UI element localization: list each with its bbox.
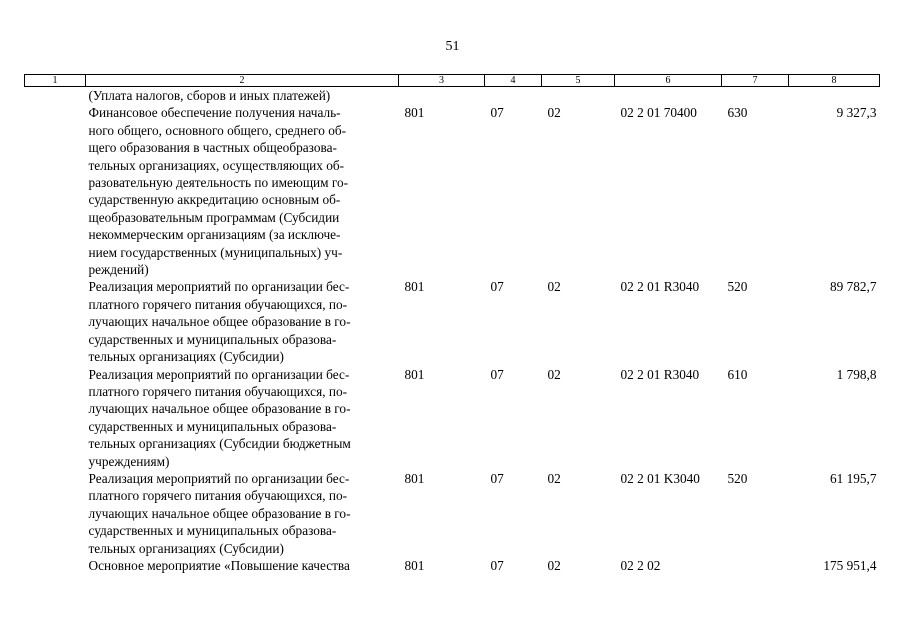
item-name-line: реждений) <box>88 262 149 278</box>
item-name-line: нием государственных (муниципальных) уч- <box>88 244 343 260</box>
item-name-cell <box>86 366 399 470</box>
row-number-cell <box>25 278 86 365</box>
column-number: 5 <box>542 75 615 87</box>
subsection-code-cell: 02 <box>547 470 561 486</box>
item-name-line: ного общего, основного общего, среднего об- <box>88 122 347 138</box>
amount-cell: 175 951,4 <box>823 557 877 573</box>
ministry-code-cell: 801 <box>404 366 425 382</box>
target-article-cell: 02 2 01 70400 <box>620 105 697 121</box>
section-code-cell: 07 <box>490 470 504 486</box>
column-number: 3 <box>399 75 485 87</box>
item-name-line: сударственных и муниципальных образова- <box>88 523 337 539</box>
column-number: 2 <box>86 75 399 87</box>
subsection-code-cell: 02 <box>547 279 561 295</box>
expense-type-cell: 610 <box>727 366 748 382</box>
expense-type-cell: 520 <box>727 470 748 486</box>
column-number-row <box>25 75 880 87</box>
target-article-cell: 02 2 01 K3040 <box>620 470 700 486</box>
page-number: 51 <box>445 39 460 54</box>
item-name-line: лучающих начальное общее образование в го- <box>88 314 351 330</box>
item-name-line: сударственную аккредитацию основным об- <box>88 192 341 208</box>
subsection-code-cell: 02 <box>547 366 561 382</box>
target-article-cell <box>615 87 722 105</box>
item-name-line: щего образования в частных общеобразова- <box>88 140 337 156</box>
row-number-cell <box>25 366 86 470</box>
column-number: 1 <box>25 75 86 87</box>
item-name-line: тельных организациях (Субсидии бюджетным <box>88 436 351 452</box>
expense-type-cell: 630 <box>727 105 748 121</box>
subsection-code-cell <box>542 87 615 105</box>
item-name-line: платного горячего питания обучающихся, по- <box>88 383 348 399</box>
section-code-cell: 07 <box>490 557 504 573</box>
item-name-line: платного горячего питания обучающихся, по- <box>88 296 348 312</box>
item-name-line: платного горячего питания обучающихся, по- <box>88 488 348 504</box>
item-name-line: лучающих начальное общее образование в го- <box>88 505 351 521</box>
item-name-cell <box>86 87 399 105</box>
item-name-line: учреждениям) <box>88 453 170 469</box>
item-name-cell <box>86 557 399 574</box>
item-name-cell <box>86 470 399 557</box>
table-row <box>25 87 880 105</box>
expense-type-cell: 520 <box>727 279 748 295</box>
table-row <box>25 470 880 557</box>
section-code-cell <box>485 87 542 105</box>
row-number-cell <box>25 87 86 105</box>
column-number: 8 <box>789 75 880 87</box>
amount-cell: 89 782,7 <box>829 279 877 295</box>
column-number: 6 <box>615 75 722 87</box>
item-name-line: (Уплата налогов, сборов и иных платежей) <box>88 88 331 103</box>
expense-type-cell <box>722 87 789 105</box>
item-name-cell <box>86 104 399 278</box>
item-name-line: тельных организациях (Субсидии) <box>88 540 284 556</box>
target-article-cell: 02 2 01 R3040 <box>620 279 700 295</box>
item-name-line: тельных организациях, осуществляющих об- <box>88 157 345 173</box>
ministry-code-cell: 801 <box>404 279 425 295</box>
item-name-line: лучающих начальное общее образование в го- <box>88 401 351 417</box>
expense-type-cell <box>722 557 789 574</box>
item-name-line: Реализация мероприятий по организации бес- <box>88 470 350 486</box>
amount-cell: 9 327,3 <box>836 105 877 121</box>
table-body <box>25 87 880 575</box>
ministry-code-cell <box>399 87 485 105</box>
amount-cell <box>789 87 880 105</box>
section-code-cell: 07 <box>490 279 504 295</box>
item-name-line: некоммерческим организациям (за исключе- <box>88 227 341 243</box>
amount-cell: 61 195,7 <box>829 470 877 486</box>
column-number: 4 <box>485 75 542 87</box>
item-name-line: тельных организациях (Субсидии) <box>88 349 284 365</box>
item-name-line: разовательную деятельность по имеющим го- <box>88 175 349 191</box>
budget-table <box>24 74 880 574</box>
table-row <box>25 366 880 470</box>
amount-cell: 1 798,8 <box>836 366 877 382</box>
table-row <box>25 557 880 574</box>
target-article-cell: 02 2 02 <box>620 557 661 573</box>
item-name-line: сударственных и муниципальных образова- <box>88 331 337 347</box>
column-number: 7 <box>722 75 789 87</box>
item-name-line: щеобразовательным программам (Субсидии <box>88 209 340 225</box>
row-number-cell <box>25 104 86 278</box>
item-name-line: Реализация мероприятий по организации бес- <box>88 279 350 295</box>
row-number-cell <box>25 470 86 557</box>
item-name-line: Основное мероприятие «Повышение качества <box>88 557 350 573</box>
section-code-cell: 07 <box>490 105 504 121</box>
table-row <box>25 104 880 278</box>
item-name-line: Финансовое обеспечение получения началь- <box>88 105 341 121</box>
section-code-cell: 07 <box>490 366 504 382</box>
ministry-code-cell: 801 <box>404 557 425 573</box>
ministry-code-cell: 801 <box>404 105 425 121</box>
subsection-code-cell: 02 <box>547 557 561 573</box>
table-row <box>25 278 880 365</box>
item-name-cell <box>86 278 399 365</box>
subsection-code-cell: 02 <box>547 105 561 121</box>
item-name-line: Реализация мероприятий по организации бес- <box>88 366 350 382</box>
ministry-code-cell: 801 <box>404 470 425 486</box>
row-number-cell <box>25 557 86 574</box>
target-article-cell: 02 2 01 R3040 <box>620 366 700 382</box>
item-name-line: сударственных и муниципальных образова- <box>88 418 337 434</box>
